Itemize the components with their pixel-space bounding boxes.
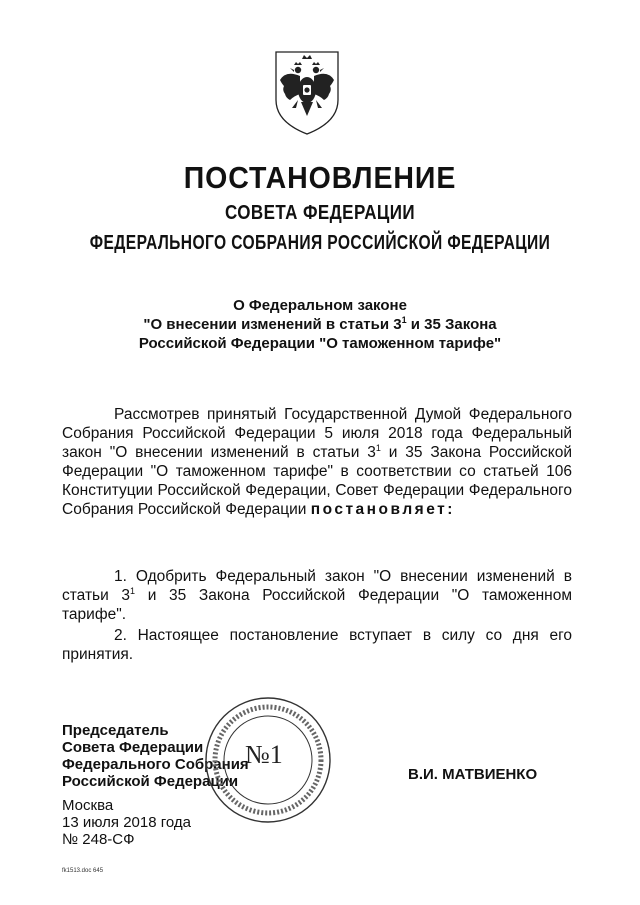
item-1-text-b: и 35 Закона Российской Федерации "О таможенном тарифе". — [62, 587, 572, 623]
coat-of-arms-icon — [272, 50, 342, 136]
document-number: № 248-СФ — [62, 831, 135, 848]
date: 13 июля 2018 года — [62, 814, 191, 831]
preamble-text-b: и 35 Закона Российской Федерации "О таможенном тарифе" в соответствии со статьей 106 Конституции Российской Федерации, Совет Федерации Федерального Собрания Российской Федерации — [62, 444, 572, 518]
signatory-name: В.И. МАТВИЕНКО — [408, 766, 538, 783]
city: Москва — [62, 797, 114, 814]
stamp-number: №1 — [245, 740, 283, 769]
signatory-line-2: Совета Федерации — [62, 739, 204, 756]
signatory-line-3: Федерального Собрания — [62, 756, 249, 773]
subject-line-2-text: "О внесении изменений в статьи 3 — [143, 316, 402, 333]
resolution-item-1 — [62, 567, 572, 624]
issuer-line-1: СОВЕТА ФЕДЕРАЦИИ — [224, 202, 416, 224]
resolves-keyword: постановляет: — [310, 501, 455, 518]
document-title: ПОСТАНОВЛЕНИЕ — [183, 160, 457, 195]
preamble-superscript: 1 — [375, 443, 381, 453]
place-date-number — [62, 797, 191, 848]
signatory-line-1: Председатель — [62, 722, 169, 739]
subject-line-2-tail: и 35 Закона — [406, 316, 497, 333]
resolution-item-2: 2. Настоящее постановление вступает в силу со дня его принятия. — [62, 627, 572, 663]
subject-line-2 — [0, 315, 640, 334]
issuer-line-2: ФЕДЕРАЛЬНОГО СОБРАНИЯ РОССИЙСКОЙ ФЕДЕРАЦИИ — [89, 232, 551, 254]
item-1-superscript: 1 — [130, 586, 136, 596]
preamble-text-a: Рассмотрев принятый Государственной Думой Федерального Собрания Российской Федерации 5 июля 2018 года Федеральный закон "О внесении изменений в статьи 3 — [62, 406, 572, 461]
signatory-line-4: Российской Федерации — [62, 773, 239, 790]
item-1-text-a: 1. Одобрить Федеральный закон "О внесении изменений в статьи 3 — [62, 568, 572, 604]
file-code: fk1513.doc 645 — [62, 868, 104, 874]
subject-line-3: Российской Федерации "О таможенном тарифе" — [138, 335, 502, 352]
subject-heading — [0, 296, 640, 353]
preamble-paragraph — [62, 405, 572, 519]
subject-line-1: О Федеральном законе — [233, 297, 407, 314]
subject-superscript: 1 — [401, 315, 407, 325]
